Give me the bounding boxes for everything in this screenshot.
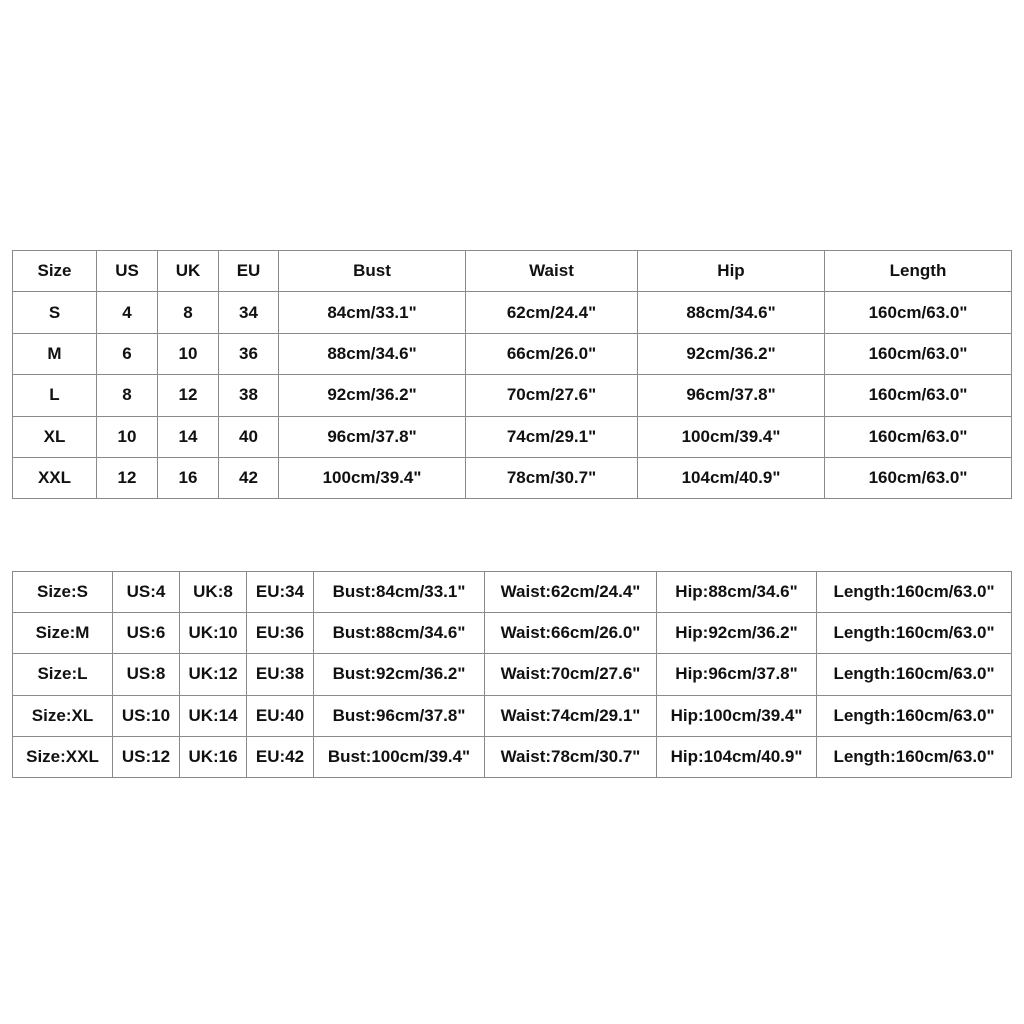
table-row [13, 416, 1012, 457]
table-cell: EU:36 [247, 613, 314, 654]
table-cell: Hip:104cm/40.9" [657, 736, 817, 777]
header-cell: Bust [279, 251, 466, 292]
table-cell: Waist:78cm/30.7" [485, 736, 657, 777]
table-cell: 74cm/29.1" [466, 416, 638, 457]
table-cell: 66cm/26.0" [466, 333, 638, 374]
table-cell: UK:14 [180, 695, 247, 736]
table-cell: 100cm/39.4" [279, 457, 466, 498]
header-cell: Length [825, 251, 1012, 292]
header-cell: UK [158, 251, 219, 292]
table-cell: EU:38 [247, 654, 314, 695]
table-cell: 96cm/37.8" [638, 375, 825, 416]
table-cell: Length:160cm/63.0" [817, 572, 1012, 613]
table-cell: 88cm/34.6" [638, 292, 825, 333]
table-cell: Hip:96cm/37.8" [657, 654, 817, 695]
table-cell: XL [13, 416, 97, 457]
table-cell: Waist:62cm/24.4" [485, 572, 657, 613]
table-cell: 12 [97, 457, 158, 498]
table-cell: 160cm/63.0" [825, 416, 1012, 457]
table-row [13, 654, 1012, 695]
table-cell: 96cm/37.8" [279, 416, 466, 457]
table-cell: 104cm/40.9" [638, 457, 825, 498]
header-cell: Waist [466, 251, 638, 292]
table-cell: M [13, 333, 97, 374]
table-cell: US:12 [113, 736, 180, 777]
size-chart-labeled-table [12, 571, 1012, 778]
table-cell: Length:160cm/63.0" [817, 695, 1012, 736]
table-cell: 36 [219, 333, 279, 374]
table-cell: 160cm/63.0" [825, 457, 1012, 498]
table-row [13, 457, 1012, 498]
table-cell: UK:12 [180, 654, 247, 695]
table-cell: Hip:100cm/39.4" [657, 695, 817, 736]
table-cell: 160cm/63.0" [825, 375, 1012, 416]
table-cell: EU:34 [247, 572, 314, 613]
header-cell: Hip [638, 251, 825, 292]
table-cell: Waist:66cm/26.0" [485, 613, 657, 654]
table-cell: 10 [158, 333, 219, 374]
table-cell: Bust:92cm/36.2" [314, 654, 485, 695]
header-cell: Size [13, 251, 97, 292]
table-row [13, 375, 1012, 416]
table-cell: 4 [97, 292, 158, 333]
table-cell: 84cm/33.1" [279, 292, 466, 333]
table-cell: L [13, 375, 97, 416]
table-cell: S [13, 292, 97, 333]
table-cell: 10 [97, 416, 158, 457]
table-cell: 38 [219, 375, 279, 416]
table-cell: 40 [219, 416, 279, 457]
table-cell: XXL [13, 457, 97, 498]
table-row [13, 695, 1012, 736]
table-cell: Waist:74cm/29.1" [485, 695, 657, 736]
table-cell: 88cm/34.6" [279, 333, 466, 374]
table-cell: Length:160cm/63.0" [817, 654, 1012, 695]
table-cell: US:6 [113, 613, 180, 654]
table-cell: Waist:70cm/27.6" [485, 654, 657, 695]
table-cell: Bust:96cm/37.8" [314, 695, 485, 736]
table-cell: 6 [97, 333, 158, 374]
table-cell: Hip:88cm/34.6" [657, 572, 817, 613]
table-cell: EU:40 [247, 695, 314, 736]
table-cell: Bust:84cm/33.1" [314, 572, 485, 613]
table-cell: EU:42 [247, 736, 314, 777]
table-row [13, 736, 1012, 777]
table-cell: UK:16 [180, 736, 247, 777]
table-cell: 92cm/36.2" [279, 375, 466, 416]
size-chart-table [12, 250, 1012, 499]
table-cell: 100cm/39.4" [638, 416, 825, 457]
table-cell: 42 [219, 457, 279, 498]
table-cell: Size:S [13, 572, 113, 613]
table-cell: 12 [158, 375, 219, 416]
table-cell: US:8 [113, 654, 180, 695]
table-cell: Size:L [13, 654, 113, 695]
table-cell: 160cm/63.0" [825, 292, 1012, 333]
table-cell: 62cm/24.4" [466, 292, 638, 333]
table-cell: Length:160cm/63.0" [817, 613, 1012, 654]
table-cell: US:4 [113, 572, 180, 613]
table-row [13, 333, 1012, 374]
table-cell: 78cm/30.7" [466, 457, 638, 498]
table-cell: UK:8 [180, 572, 247, 613]
table-cell: 70cm/27.6" [466, 375, 638, 416]
header-cell: EU [219, 251, 279, 292]
table-row [13, 292, 1012, 333]
table-cell: 14 [158, 416, 219, 457]
table-cell: US:10 [113, 695, 180, 736]
table-cell: Bust:88cm/34.6" [314, 613, 485, 654]
table-cell: Size:XL [13, 695, 113, 736]
table-cell: UK:10 [180, 613, 247, 654]
table-cell: Size:XXL [13, 736, 113, 777]
table-header-row [13, 251, 1012, 292]
table-cell: Size:M [13, 613, 113, 654]
table-cell: 8 [97, 375, 158, 416]
table-cell: Bust:100cm/39.4" [314, 736, 485, 777]
table-cell: 8 [158, 292, 219, 333]
table-cell: 92cm/36.2" [638, 333, 825, 374]
table-cell: Hip:92cm/36.2" [657, 613, 817, 654]
table-cell: 16 [158, 457, 219, 498]
table-cell: Length:160cm/63.0" [817, 736, 1012, 777]
table-cell: 34 [219, 292, 279, 333]
header-cell: US [97, 251, 158, 292]
table-row [13, 572, 1012, 613]
table-cell: 160cm/63.0" [825, 333, 1012, 374]
table-row [13, 613, 1012, 654]
